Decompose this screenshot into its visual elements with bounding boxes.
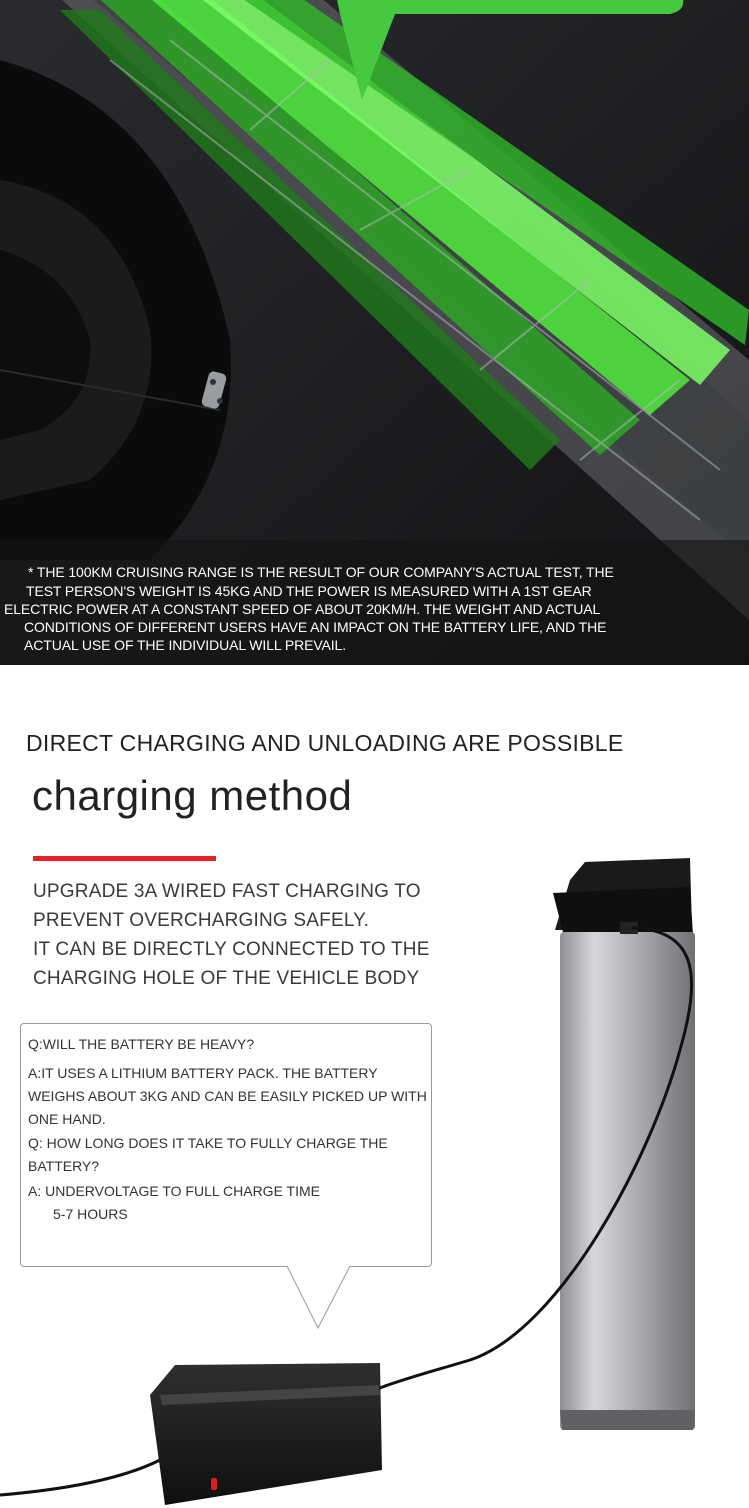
charger-led [211, 1478, 217, 1490]
answer-charge-time-value: 5-7 HOURS [53, 1206, 128, 1222]
description-line: CHARGING HOLE OF THE VEHICLE BODY [33, 968, 420, 989]
section-headline: DIRECT CHARGING AND UNLOADING ARE POSSIBLE [26, 730, 624, 756]
battery-pack [553, 858, 695, 1430]
qa-speech-box [20, 1023, 432, 1267]
description-line: IT CAN BE DIRECTLY CONNECTED TO THE [33, 939, 430, 960]
disclaimer-line: TEST PERSON'S WEIGHT IS 45KG AND THE POWER IS MEASURED WITH A 1ST GEAR [26, 583, 592, 599]
section-title: charging method [32, 772, 353, 819]
disclaimer-line: CONDITIONS OF DIFFERENT USERS HAVE AN IMPACT ON THE BATTERY LIFE, AND THE [24, 619, 607, 635]
description-line: PREVENT OVERCHARGING SAFELY. [33, 910, 370, 931]
disclaimer-line: * THE 100KM CRUISING RANGE IS THE RESULT OF OUR COMPANY'S ACTUAL TEST, THE [28, 564, 614, 580]
disclaimer-line: ELECTRIC POWER AT A CONSTANT SPEED OF ABOUT 20KM/H. THE WEIGHT AND ACTUAL [4, 601, 601, 617]
power-cord [0, 1460, 160, 1495]
description-line: UPGRADE 3A WIRED FAST CHARGING TO [33, 881, 421, 902]
answer-charge-time: A: UNDERVOLTAGE TO FULL CHARGE TIME [28, 1183, 320, 1199]
charger-brick [150, 1363, 382, 1505]
question-charge-time: Q: HOW LONG DOES IT TAKE TO FULLY CHARGE THE BATTERY? [28, 1135, 388, 1174]
disclaimer-line: ACTUAL USE OF THE INDIVIDUAL WILL PREVAIL. [24, 637, 347, 653]
question-weight: Q:WILL THE BATTERY BE HEAVY? [28, 1036, 255, 1052]
answer-weight: A:IT USES A LITHIUM BATTERY PACK. THE BATTERY WEIGHS ABOUT 3KG AND CAN BE EASILY PICKED UP WITH ONE HAND. [28, 1065, 427, 1127]
